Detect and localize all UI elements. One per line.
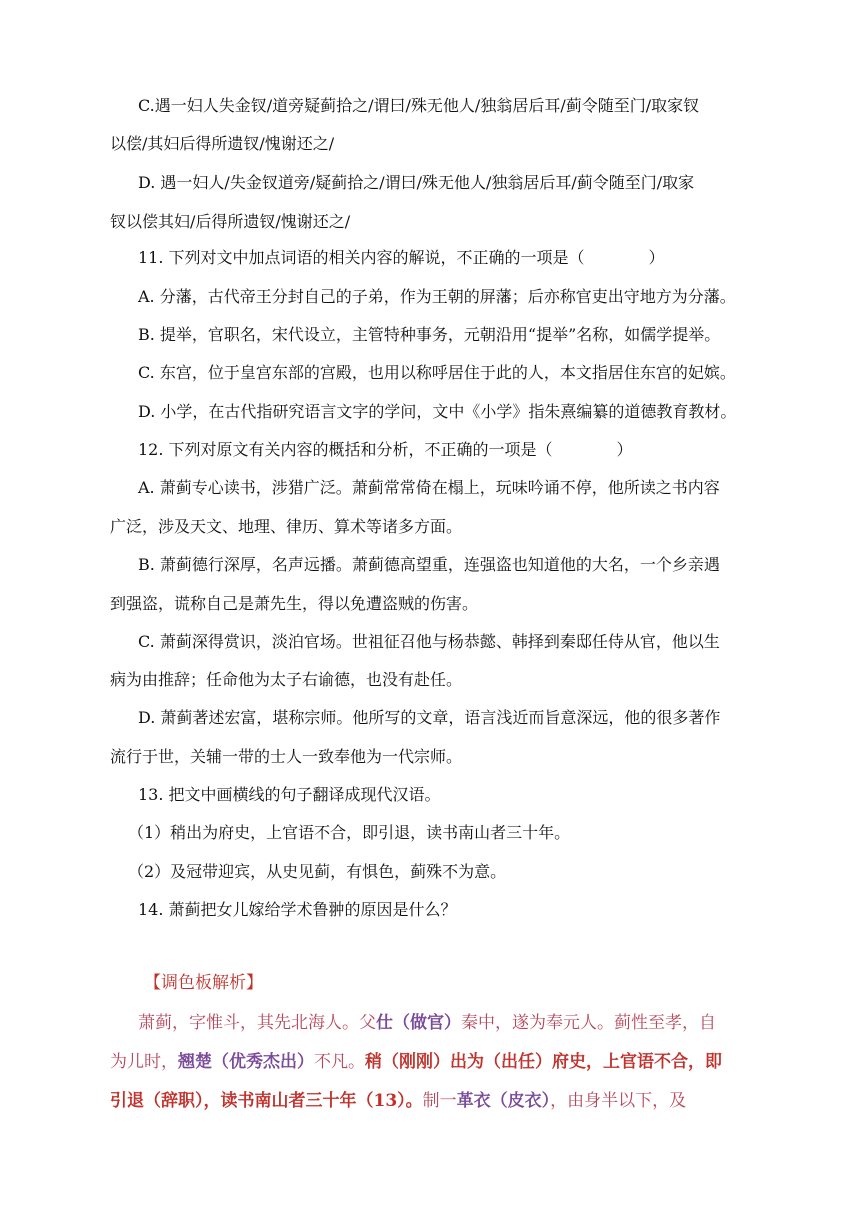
- question-11-option-a: A. 分藩，古代帝王分封自己的子弟，作为王朝的屏藩；后亦称官吏出守地方为分藩。: [138, 287, 736, 306]
- question-11-option-b: B. 提举，官职名，宋代设立，主管特种事务，元朝沿用“提举”名称，如儒学提举。: [138, 325, 721, 344]
- question-13-sentence-1: （1）稍出为府史，上官语不合，即引退，读书南山者三十年。: [128, 823, 571, 842]
- question-11: 11. 下列对文中加点词语的相关内容的解说，不正确的一项是（ ）: [138, 248, 665, 267]
- analysis-text: 制一: [422, 1091, 457, 1111]
- analysis-highlight: 翘楚（优秀杰出）: [178, 1052, 314, 1072]
- analysis-text: 为儿时，: [110, 1052, 178, 1072]
- analysis-text: 秦中，遂为奉元人。蓟性至孝，自: [461, 1013, 716, 1033]
- question-12-option-b-line-1: B. 萧蓟德行深厚，名声远播。萧蓟德高望重，连强盗也知道他的大名，一个乡亲遇: [138, 555, 720, 574]
- analysis-text: ，由身半以下，及: [550, 1091, 687, 1111]
- analysis-underlined-sentence: 引退（辞职），读书南山者三十年（13）。: [110, 1091, 423, 1111]
- analysis-highlight: 革衣（皮衣）: [456, 1091, 551, 1111]
- question-12-option-c-line-2: 病为由推辞；任命他为太子右谕德，也没有赴任。: [110, 670, 463, 689]
- analysis-line-1: [0, 1012, 860, 1034]
- question-12-option-c-line-1: C. 萧蓟深得赏识，淡泊官场。世祖征召他与杨恭懿、韩择到秦邸任侍从官，他以生: [138, 632, 720, 651]
- analysis-line-2: [0, 1051, 860, 1073]
- question-12-option-d-line-2: 流行于世，关辅一带的士人一致奉他为一代宗师。: [110, 747, 463, 766]
- option-c-line-2: 以偿/其妇后得所遗钗/愧谢还之/: [110, 134, 335, 153]
- analysis-underlined-sentence: 稍（刚刚）出为（出任）府史，上官语不合，即: [365, 1052, 722, 1072]
- analysis-text: 不凡。: [314, 1052, 365, 1072]
- question-12-option-a-line-2: 广泛，涉及天文、地理、律历、算术等诸多方面。: [110, 517, 463, 536]
- question-12-option-d-line-1: D. 萧蓟著述宏富，堪称宗师。他所写的文章，语言浅近而旨意深远，他的很多著作: [138, 708, 721, 727]
- question-13-sentence-2: （2）及冠带迎宾，从史见蓟，有惧色，蓟殊不为意。: [128, 862, 507, 881]
- analysis-title: 【调色板解析】: [144, 973, 263, 993]
- question-12-option-a-line-1: A. 萧蓟专心读书，涉猎广泛。萧蓟常常倚在榻上，玩味吟诵不停，他所读之书内容: [138, 478, 720, 497]
- option-d-line-2: 钗以偿其妇/后得所遗钗/愧谢还之/: [110, 212, 351, 231]
- option-c-line-1: C.遇一妇人失金钗/道旁疑蓟拾之/谓曰/殊无他人/独翁居后耳/蓟令随至门/取家钗: [138, 96, 700, 115]
- question-12: 12. 下列对原文有关内容的概括和分析，不正确的一项是（ ）: [138, 440, 633, 459]
- analysis-text: 萧蓟，字惟斗，其先北海人。父: [138, 1013, 376, 1033]
- analysis-highlight: 仕（做官）: [376, 1013, 461, 1033]
- analysis-line-3: [0, 1090, 860, 1112]
- question-12-option-b-line-2: 到强盗，谎称自己是萧先生，得以免遭盗贼的伤害。: [110, 594, 479, 613]
- question-11-option-c: C. 东宫，位于皇宫东部的宫殿，也用以称呼居住于此的人，本文指居住东宫的妃嫔。: [138, 363, 736, 382]
- question-14: 14. 萧蓟把女儿嫁给学术鲁翀的原因是什么？: [138, 900, 457, 919]
- option-d-line-1: D. 遇一妇人/失金钗道旁/疑蓟拾之/谓曰/殊无他人/独翁居后耳/蓟令随至门/取家: [138, 173, 695, 192]
- question-13: 13. 把文中画横线的句子翻译成现代汉语。: [138, 785, 441, 804]
- question-11-option-d: D. 小学，在古代指研究语言文字的学问，文中《小学》指朱熹编纂的道德教育教材。: [138, 402, 737, 421]
